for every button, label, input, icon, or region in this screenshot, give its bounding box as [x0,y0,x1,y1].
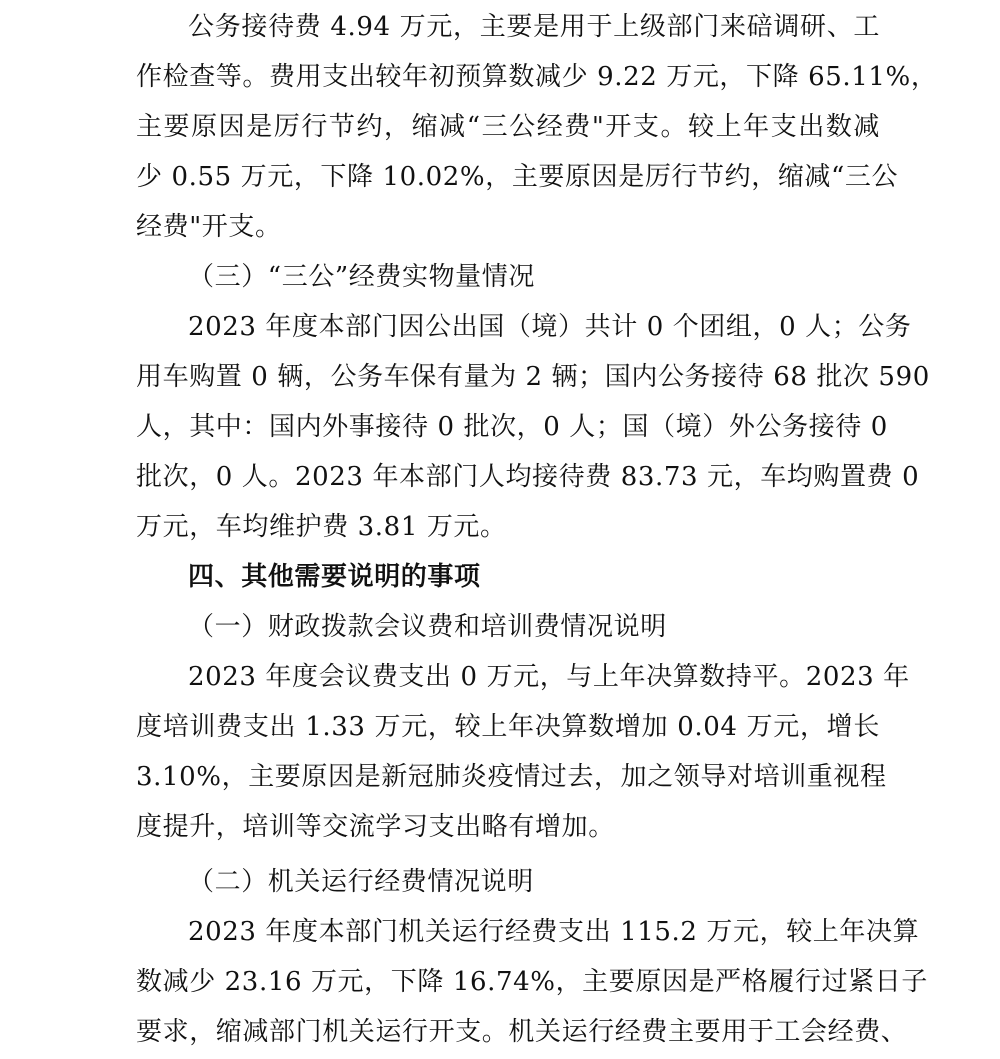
section-heading: （二）机关运行经费情况说明 [188,867,534,897]
paragraph-line: 少 0.55 万元，下降 10.02%，主要原因是厉行节约，缩减“三公 [136,162,899,192]
paragraph-line: 2023 年度本部门因公出国（境）共计 0 个团组，0 人；公务 [188,312,912,342]
paragraph-line: 万元，车均维护费 3.81 万元。 [136,512,507,542]
paragraph-line: 3.10%，主要原因是新冠肺炎疫情过去，加之领导对培训重视程 [136,762,887,792]
paragraph-line: 批次，0 人。2023 年本部门人均接待费 83.73 元，车均购置费 0 [136,462,920,492]
paragraph-line: 度培训费支出 1.33 万元，较上年决算数增加 0.04 万元，增长 [136,712,880,742]
paragraph-line: 用车购置 0 辆，公务车保有量为 2 辆；国内公务接待 68 批次 590 [136,362,930,392]
paragraph-line: 经费"开支。 [136,212,282,242]
section-heading: （三）“三公”经费实物量情况 [188,262,535,292]
section-heading: （一）财政拨款会议费和培训费情况说明 [188,612,667,642]
paragraph-line: 作检查等。费用支出较年初预算数减少 9.22 万元，下降 65.11%， [136,62,938,92]
paragraph-line: 2023 年度会议费支出 0 万元，与上年决算数持平。2023 年 [188,662,910,692]
paragraph-line: 要求，缩减部门机关运行开支。机关运行经费主要用于工会经费、 [136,1017,908,1047]
paragraph-line: 人，其中：国内外事接待 0 批次，0 人；国（境）外公务接待 0 [136,412,888,442]
chapter-heading: 四、其他需要说明的事项 [188,562,481,592]
paragraph-line: 度提升，培训等交流学习支出略有增加。 [136,812,615,842]
paragraph-line: 主要原因是厉行节约，缩减“三公经费"开支。较上年支出数减 [136,112,880,142]
paragraph-line: 公务接待费 4.94 万元，主要是用于上级部门来碚调研、工 [188,12,880,42]
paragraph-line: 2023 年度本部门机关运行经费支出 115.2 万元，较上年决算 [188,917,920,947]
paragraph-line: 数减少 23.16 万元，下降 16.74%，主要原因是严格履行过紧日子 [136,967,928,997]
